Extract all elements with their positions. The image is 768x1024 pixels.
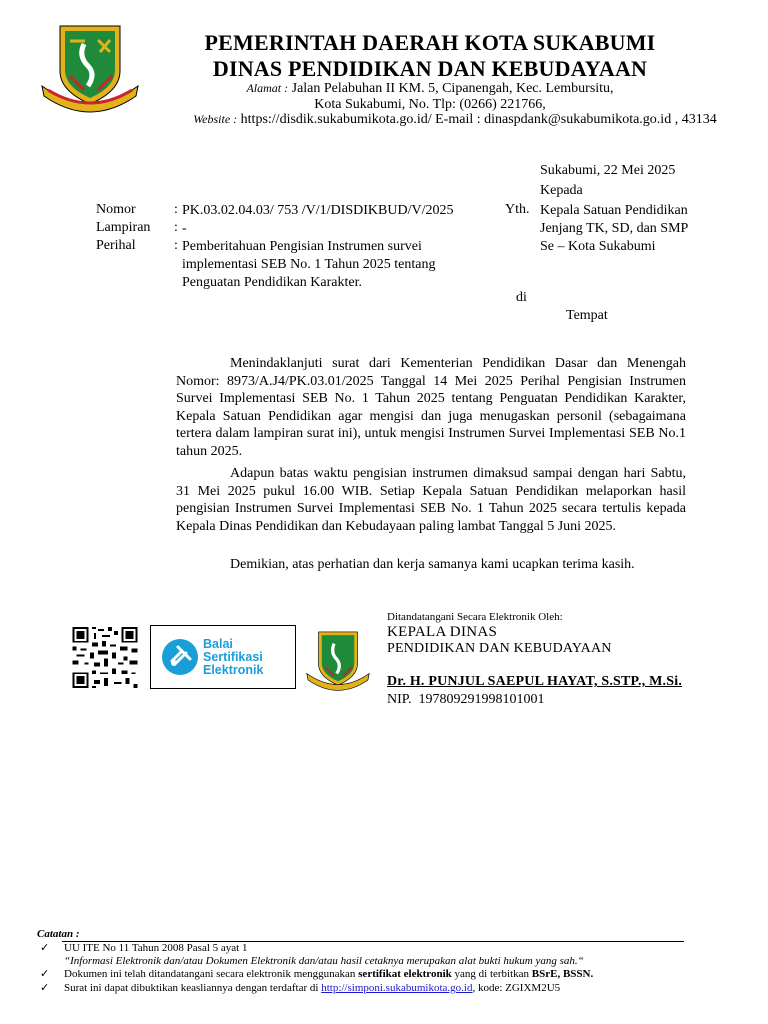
bsre-line: Elektronik: [203, 663, 264, 677]
nomor-label: Nomor: [96, 202, 136, 217]
signer-name: Dr. H. PUNJUL SAEPUL HAYAT, S.STP., M.Si.: [387, 674, 683, 689]
body-paragraph-1-text: Menindaklanjuti surat dari Kementerian Pendidikan Dasar dan Menengah Nomor: 8973/A.J4/PK.03.01/2025 Tanggal 14 Mei 2025 Perihal Pengisian Instrumen Survei Implementasi SEB No. 1 Tahun 2025 tentang Penguatan Pendidikan Karakter, Kepala Satuan Pendidikan agar mengisi dan juga menugaskan personil (sebagaimana tertera dalam lampiran surat ini), untuk mengisi Instrumen Survei Implementasi SEB No.1 tahun 2025.: [176, 356, 686, 459]
bsre-logo: [150, 625, 296, 689]
header-website-line: [150, 111, 760, 128]
note-1-text: UU ITE No 11 Tahun 2008 Pasal 5 ayat 1: [64, 942, 248, 954]
note-2-text-c: yang di terbitkan: [451, 968, 532, 980]
body-paragraph-1: [176, 355, 686, 461]
perihal-line: Penguatan Pendidikan Karakter.: [182, 275, 363, 290]
perihal-line: Pemberitahuan Pengisian Instrumen survei: [182, 239, 422, 254]
body-paragraph-2-text: Adapun batas waktu pengisian instrumen dimaksud sampai dengan hari Sabtu, 31 Mei 2025 pukul 16.00 WIB. Setiap Kepala Satuan Pendidikan melaporkan hasil pengisian Instrumen Survei Implementasi SEB No. 1 Tahun 2025 secara tertulis kepada Kepala Dinas Pendidikan dan Kebudayaan paling lambat Tanggal 5 Juni 2025.: [176, 466, 686, 534]
check-icon: ✓: [40, 982, 50, 994]
perihal-line: implementasi SEB No. 1 Tahun 2025 tentang: [182, 257, 436, 272]
address-label: Alamat :: [246, 81, 289, 95]
signature-title-1: KEPALA DINAS: [387, 624, 498, 640]
letter-yth: Yth.: [505, 202, 530, 217]
lampiran-colon: :: [174, 220, 178, 235]
perihal-value: [182, 238, 435, 292]
check-icon: ✓: [40, 968, 50, 980]
city-emblem-logo: [40, 16, 140, 116]
body-paragraph-2: [176, 465, 686, 535]
bsre-name: [203, 638, 263, 677]
footer-note-2: [40, 968, 593, 981]
signer-nip: [387, 692, 545, 708]
website-label: Website :: [193, 112, 238, 126]
note-2-text-a: Dokumen ini telah ditandatangani secara elektronik menggunakan: [64, 968, 359, 980]
footer-note-1-quote: “Informasi Elektronik dan/atau Dokumen Elektronik dan/atau hasil cetaknya merupakan alat bukti hukum yang sah.“: [64, 955, 584, 967]
city-emblem-seal: [303, 628, 373, 693]
website-contact: https://disdik.sukabumikota.go.id/ E-mail : dinaspdank@sukabumikota.go.id , 43134: [240, 112, 717, 127]
lampiran-label: Lampiran: [96, 220, 151, 235]
note-2-text-b: sertifikat elektronik: [358, 968, 452, 980]
nip-label: NIP.: [387, 692, 412, 707]
bsre-line: Sertifikasi: [203, 650, 263, 664]
lampiran-value: -: [182, 221, 187, 236]
body-paragraph-3-text: Demikian, atas perhatian dan kerja samanya kami ucapkan terima kasih.: [230, 557, 635, 572]
letter-tempat: Tempat: [566, 308, 608, 323]
bsre-line: Balai: [203, 637, 233, 651]
qr-code-image: [70, 625, 140, 690]
header-agency-name: DINAS PENDIDIKAN DAN KEBUDAYAAN: [212, 56, 648, 81]
letter-recipient: [540, 202, 688, 256]
recipient-line: Se – Kota Sukabumi: [540, 239, 656, 254]
perihal-label: Perihal: [96, 238, 136, 253]
header-address-line2: Kota Sukabumi, No. Tlp: (0266) 221766,: [314, 97, 546, 112]
verification-link[interactable]: http://simponi.sukabumikota.go.id: [321, 982, 473, 994]
note-2-text-d: BSrE, BSSN.: [531, 968, 594, 980]
note-3-text-b: , kode: ZGIXM2U5: [472, 982, 561, 994]
nip-value: 197809291998101001: [418, 692, 545, 707]
nomor-value: PK.03.02.04.03/ 753 /V/1/DISDIKBUD/V/2025: [182, 203, 454, 218]
body-paragraph-3: [176, 556, 686, 574]
footer-note-3: [40, 982, 560, 995]
recipient-line: Kepala Satuan Pendidikan: [540, 203, 688, 218]
letter-date: Sukabumi, 22 Mei 2025: [540, 163, 676, 178]
perihal-colon: :: [174, 238, 178, 253]
catatan-label: Catatan :: [37, 928, 80, 940]
signature-title-2: PENDIDIKAN DAN KEBUDAYAAN: [387, 641, 612, 656]
bsre-shield-icon: [160, 637, 200, 677]
header-government-name: PEMERINTAH DAERAH KOTA SUKABUMI: [204, 30, 656, 55]
address-street: Jalan Pelabuhan II KM. 5, Cipanengah, Kec. Lembursitu,: [291, 81, 614, 96]
letter-kepada: Kepada: [540, 183, 583, 198]
letter-di: di: [516, 290, 527, 305]
header-address-line1: [150, 80, 710, 97]
signature-note: Ditandatangani Secara Elektronik Oleh:: [387, 611, 563, 623]
note-3-text-a: Surat ini dapat dibuktikan keasliannya dengan terdaftar di: [64, 982, 322, 994]
nomor-colon: :: [174, 202, 178, 217]
check-icon: ✓: [40, 942, 50, 954]
footer-note-1: [40, 942, 247, 955]
recipient-line: Jenjang TK, SD, dan SMP: [540, 221, 689, 236]
